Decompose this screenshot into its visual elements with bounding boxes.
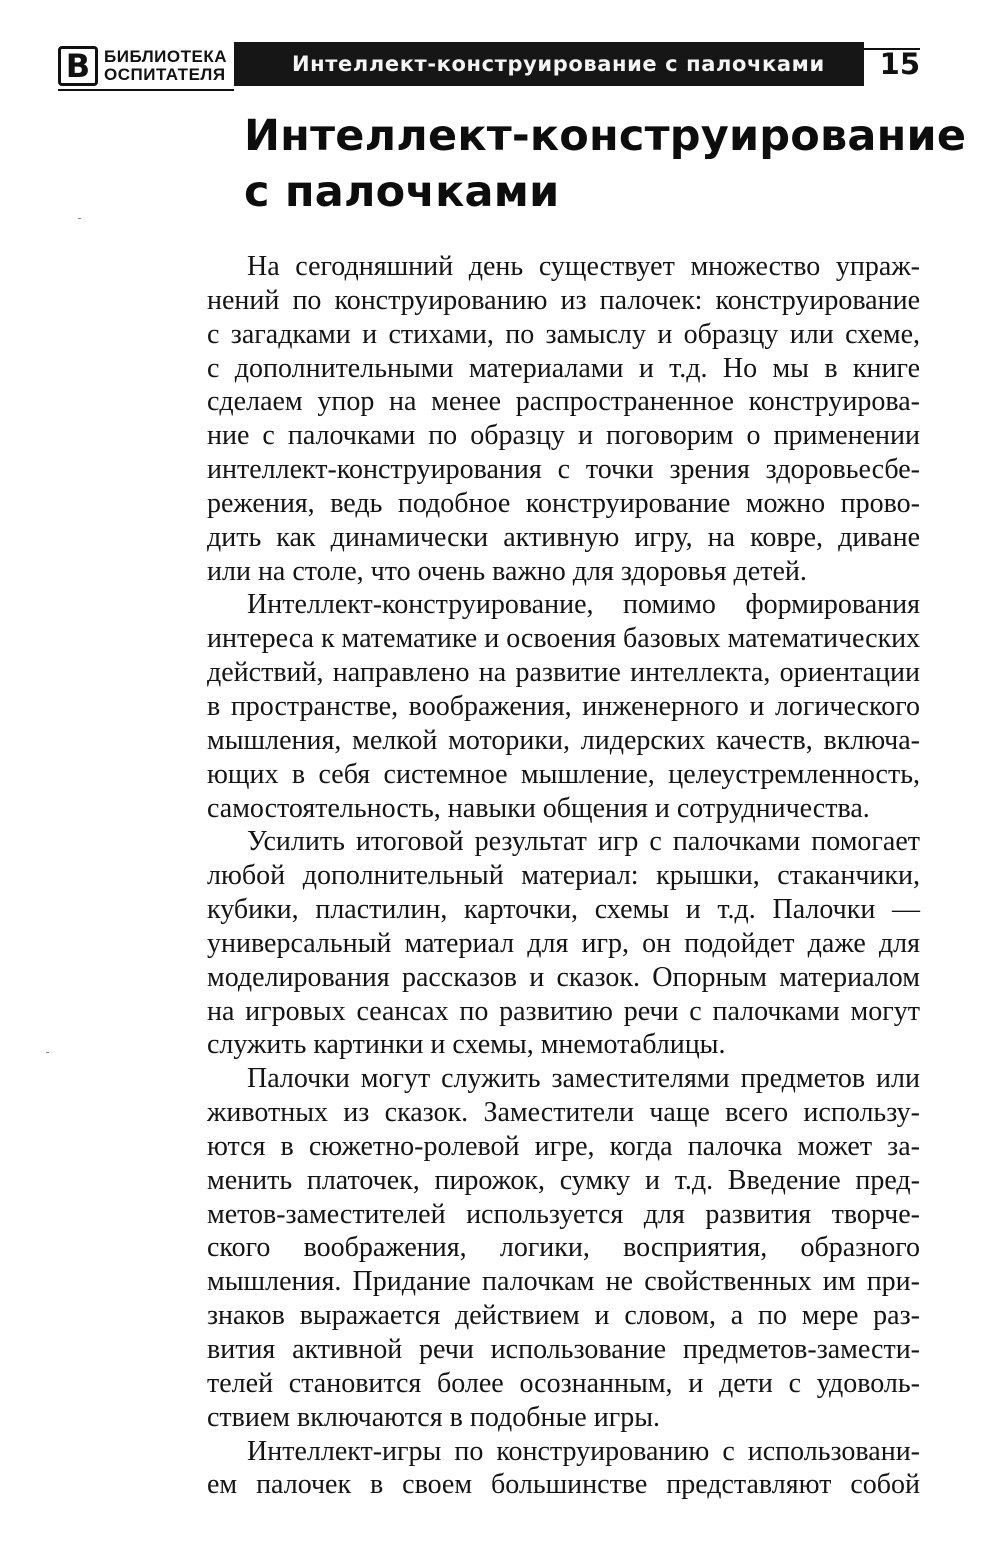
- text-line: ющих в себя системное мышление, целеустремленность,: [207, 758, 920, 790]
- text-line: животных из сказок. Заместители чаще всего использу-: [207, 1097, 920, 1129]
- text-line: ние с палочками по образцу и поговорим о применении: [207, 420, 920, 452]
- text-line: сделаем упор на менее распространенное конструирова-: [207, 386, 920, 418]
- scan-speck: [78, 218, 81, 219]
- chapter-title-line2: с палочками: [244, 167, 560, 217]
- series-logo: [58, 42, 234, 90]
- text-line: Палочки могут служить заместителями предметов или: [247, 1063, 920, 1095]
- chapter-title: [244, 108, 967, 220]
- text-line: любой дополнительный материал: крышки, стаканчики,: [207, 860, 920, 892]
- chapter-title-line1: Интеллект-конструирование: [244, 111, 967, 161]
- text-line: или на столе, что очень важно для здоровья детей.: [207, 555, 807, 587]
- text-line: ются в сюжетно-ролевой игре, когда палочка может за-: [207, 1130, 920, 1162]
- text-line: действий, направлено на развитие интеллекта, ориентации: [207, 657, 920, 689]
- text-line: служить картинки и схемы, мнемотаблицы.: [207, 1029, 726, 1061]
- text-line: мышления, мелкой моторики, лидерских качеств, включа-: [207, 724, 920, 756]
- logo-underline-divider: [58, 89, 234, 91]
- text-line: с дополнительными материалами и т.д. Но мы в книге: [207, 352, 920, 384]
- text-line: нений по конструированию из палочек: конструирование: [207, 284, 920, 316]
- text-line: знаков выражается действием и словом, а по мере раз-: [207, 1300, 920, 1332]
- text-line: самостоятельность, навыки общения и сотрудничества.: [207, 792, 870, 824]
- text-line: телей становится более осознанным, и дети с удоволь-: [207, 1367, 920, 1399]
- paragraph: [207, 1435, 920, 1503]
- series-logo-letter: В: [58, 46, 98, 86]
- text-line: кубики, пластилин, карточки, схемы и т.д. Палочки —: [207, 894, 920, 926]
- paragraph: [207, 825, 920, 1062]
- page-number: 15: [879, 47, 920, 81]
- text-line: мышления. Придание палочкам не свойственных им при-: [207, 1266, 920, 1298]
- series-logo-line1: БИБЛИОТЕКА: [104, 47, 227, 66]
- series-logo-line2: ОСПИТАТЕЛЯ: [104, 65, 226, 84]
- text-line: моделирования рассказов и сказок. Опорным материалом: [207, 961, 920, 993]
- text-line: дить как динамически активную игру, на ковре, диване: [207, 521, 920, 553]
- text-line: с загадками и стихами, по замыслу и образцу или схеме,: [207, 318, 920, 350]
- scan-speck: [46, 1052, 49, 1053]
- text-line: менить платочек, пирожок, сумку и т.д. Введение пред-: [207, 1164, 920, 1196]
- text-line: режения, ведь подобное конструирование можно прово-: [207, 487, 920, 519]
- paragraph: [207, 588, 920, 825]
- body-text: [207, 250, 920, 1502]
- text-line: вития активной речи использование предметов-замести-: [207, 1334, 920, 1365]
- page-header: [58, 42, 920, 90]
- text-line: ского воображения, логики, восприятия, образного: [207, 1232, 920, 1264]
- text-line: ствием включаются в подобные игры.: [207, 1401, 661, 1433]
- text-line: интереса к математике и освоения базовых математических: [207, 623, 921, 655]
- text-line: на игровых сеансах по развитию речи с палочками могут: [207, 995, 920, 1027]
- running-header-title: Интеллект-конструирование с палочками: [234, 42, 864, 86]
- text-line: На сегодняшний день существует множество упраж-: [247, 251, 920, 282]
- text-line: метов-заместителей используется для развития творче-: [207, 1198, 920, 1230]
- text-line: Интеллект-конструирование, помимо формирования: [247, 589, 920, 621]
- text-line: в пространстве, воображения, инженерного и логического: [207, 690, 920, 722]
- text-line: Интеллект-игры по конструированию с использовани-: [247, 1435, 920, 1467]
- text-line: Усилить итоговой результат игр с палочками помогает: [247, 826, 920, 858]
- paragraph: [207, 1062, 920, 1434]
- text-line: ем палочек в своем большинстве представляют собой: [207, 1469, 920, 1501]
- series-logo-text: [104, 48, 227, 84]
- text-line: интеллект-конструирования с точки зрения здоровьесбе-: [207, 454, 920, 486]
- paragraph: [207, 250, 920, 588]
- text-line: универсальный материал для игр, он подойдет даже для: [207, 927, 920, 959]
